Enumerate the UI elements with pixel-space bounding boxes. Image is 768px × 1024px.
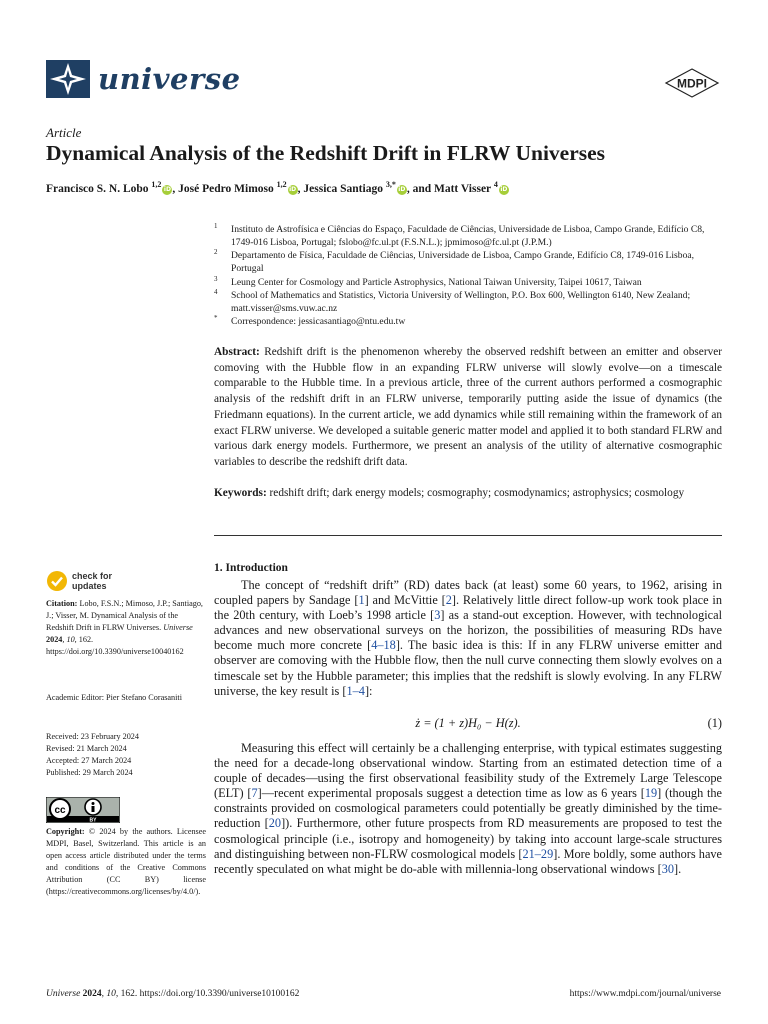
accepted-date: Accepted: 27 March 2024 [46, 755, 132, 765]
copyright-text: © 2024 by the authors. Licensee MDPI, Basel, Switzerland. This article is an open access article distributed under the terms and conditions of the Creative Commons Attribution (CC BY) license (https://creativecommons.org/licenses/by/4.0/). [46, 827, 206, 896]
orcid-icon[interactable]: iD [398, 185, 406, 193]
copyright-label: Copyright: [46, 827, 85, 836]
paragraph [214, 741, 722, 877]
correspondence: * Correspondence: jessicasantiago@ntu.edu.tw [214, 314, 406, 327]
citation-year: 2024 [46, 634, 63, 644]
citation-link[interactable]: 21–29 [522, 846, 554, 861]
citation-volume: , 10 [62, 634, 75, 644]
author-affiliation-marker: 4 [493, 180, 498, 189]
history-dates [46, 731, 206, 779]
citation-link[interactable]: 2 [445, 593, 452, 608]
affiliation: 4 School of Mathematics and Statistics, Victoria University of Wellington, P.O. Box 600, Wellington 6140, New Zealand; matt.visser@sms.vuw.ac.nz [214, 288, 691, 314]
footer-citation [46, 989, 299, 999]
creative-commons-icon [46, 797, 120, 823]
citation-link[interactable]: 19 [644, 786, 658, 801]
author-name[interactable]: Jessica Santiago [303, 182, 383, 195]
paragraph-text: ]. Relatively little direct follow-up work took place in the 20th century, with Loeb’s 1998 article [ [214, 593, 723, 623]
paragraph-text: ]). Furthermore, other future prospects from RD measurements are proposed to test the cosmological principle (i.e., isotropy and homogeneity) by taking into account large-scale structures and distinguishing between non-FLRW cosmological models [ [214, 816, 722, 861]
paragraph-text: ]. [674, 861, 682, 876]
paragraph [214, 578, 722, 699]
abstract [214, 345, 722, 471]
author-affiliation-marker: 1,2 [151, 180, 162, 189]
check-updates-icon [46, 570, 68, 592]
affiliation: 2 Departamento de Física, Faculdade de Ciências, Universidade de Lisboa, Campo Grande, Edifício C8, 1749-016 Lisboa, Portugal [214, 248, 695, 274]
citation-link[interactable]: 4–18 [371, 638, 396, 653]
author-affiliation-marker: 3,* [385, 180, 396, 189]
keywords [214, 486, 722, 502]
cc-license-badge[interactable] [46, 797, 120, 828]
received-date: Received: 23 February 2024 [46, 732, 139, 741]
footer-volume: , 10 [101, 989, 116, 999]
paragraph-text: Measuring this effect will certainly be a challenging enterprise, with typical estimates suggesting the need for a decade-long observational window. Starting from an estimated detection time of a couple of decades—using the first observational feasibility study of the Extremely Large Telescope (ELT) [ [214, 741, 722, 801]
author-separator: , [297, 182, 304, 195]
citation-link[interactable]: 7 [251, 786, 258, 801]
orcid-icon[interactable]: iD [289, 185, 297, 193]
article-title: Dynamical Analysis of the Redshift Drift in FLRW Universes [46, 141, 606, 165]
section-heading: 1. Introduction [214, 562, 288, 574]
citation-journal: Universe [163, 622, 193, 632]
footer-journal-url[interactable]: https://www.mdpi.com/journal/universe [569, 989, 721, 999]
author-name[interactable]: Francisco S. N. Lobo [46, 182, 149, 195]
keywords-text: redshift drift; dark energy models; cosmography; cosmodynamics; astrophysics; cosmology [269, 487, 685, 499]
keywords-label: Keywords: [214, 487, 267, 499]
author-affiliation-marker: 1,2 [276, 180, 287, 189]
copyright [46, 826, 206, 897]
orcid-icon[interactable]: iD [163, 185, 171, 193]
paragraph-text: ] (though the constraints provided on cosmological parameters could potentially be greatly diminished by the time-reduction [ [214, 786, 723, 831]
citation-link[interactable]: 30 [661, 861, 674, 876]
citation [46, 598, 206, 658]
paragraph-text: ]: [364, 683, 373, 698]
cc-by-label: BY [89, 817, 97, 823]
footer-year: 2024 [80, 989, 102, 999]
mdpi-logo-icon [664, 68, 720, 98]
academic-editor: Academic Editor: Pier Stefano Corasaniti [46, 693, 182, 702]
paragraph-text: ]. The basic idea is this: If in any FLRW universe emitter and observer are comoving with the Hubble flow, then the null curve connecting them slowly evolves on a timescale set by the Hubble parameter; this implies that the redshift is slowly evolving. In any FLRW universe, the key result is [ [214, 638, 722, 698]
author-separator: , [172, 182, 179, 195]
equation-1 [214, 716, 722, 732]
check-updates-line1: check for [72, 571, 113, 581]
affiliation: 3 Leung Center for Cosmology and Particle Astrophysics, National Taiwan University, Taipei 10617, Taiwan [214, 275, 642, 288]
check-for-updates-badge[interactable] [46, 570, 112, 592]
author-name[interactable]: Matt Visser [434, 182, 491, 195]
abstract-label: Abstract: [214, 346, 260, 358]
published-date: Published: 29 March 2024 [46, 767, 133, 777]
journal-name: universe [98, 62, 241, 96]
revised-date: Revised: 21 March 2024 [46, 743, 127, 753]
footer-journal: Universe [46, 989, 81, 999]
author-separator: , and [406, 182, 434, 195]
intro-paragraph-2 [214, 741, 722, 877]
article-type: Article [46, 125, 82, 140]
paragraph-text: ]. More boldly, some authors have recently speculated on what might be do-able with millennia-long observational windows [ [214, 846, 723, 876]
equation-text: ż = (1 + z)H₀ − H(z). [415, 716, 521, 730]
citation-link[interactable]: 3 [434, 608, 441, 623]
paragraph-text: ] as a stand-out exception. However, with technological advances and new observational surveys on the horizon, the possibilities of measuring RDs have become much more concrete [ [214, 608, 722, 653]
citation-link[interactable]: 1 [358, 593, 365, 608]
affiliation: 1 Instituto de Astrofísica e Ciências do Espaço, Faculdade de Ciências, Universidade de Lisboa, Campo Grande, Edifício C8, 1749-016 Lisboa, Portugal; fslobo@fc.ul.pt (F.S.N.L.); jpmimoso@fc.ul.pt (J.P.M.) [214, 222, 705, 248]
intro-paragraph-1 [214, 578, 722, 699]
publisher-name: MDPI [677, 76, 707, 91]
abstract-text: Redshift drift is the phenomenon whereby the observed redshift between an emitter and observer comoving with the Hubble flow in an expanding FLRW universe will slowly evolve—on a timescale comparable to the Hubble time. In a previous article, three of the current authors performed a cosmographic analysis of the redshift drift in an FLRW universe, temporarily putting aside the issue of dynamics (the Friedmann equations). In the current article, we add dynamics while still remaining within the framework of an exact FLRW universe. We developed a suitable generic matter model and applied it to both standard FLRW and various dark energy models. Furthermore, we present an analysis of the utility of alternative cosmographic variables to describe the redshift drift data. [214, 346, 723, 468]
journal-brand [46, 60, 241, 98]
citation-text: Lobo, F.S.N.; Mimoso, J.P.; Santiago, J.; Visser, M. Dynamical Analysis of the Redshift Drift in FLRW Universes. [46, 599, 203, 632]
svg-text:cc: cc [54, 805, 66, 816]
paragraph-text: The concept of “redshift drift” (RD) dates back (at least) some 60 years, to 1962, arising in coupled papers by Sandage [ [214, 578, 722, 608]
paragraph-text: ]—recent experimental proposals suggest a detection time as low as 6 years [ [257, 786, 645, 801]
section-divider [214, 535, 722, 536]
check-updates-line2: updates [72, 581, 107, 591]
orcid-icon[interactable]: iD [500, 185, 508, 193]
citation-link[interactable]: 1–4 [346, 683, 365, 698]
equation-number: (1) [707, 716, 722, 730]
author-list [46, 180, 509, 195]
author-name[interactable]: José Pedro Mimoso [178, 182, 274, 195]
citation-doi[interactable]: , 162. https://doi.org/10.3390/universe10040162 [46, 634, 184, 656]
citation-label: Citation: [46, 599, 78, 608]
paragraph-text: ] and McVittie [ [364, 593, 446, 608]
universe-logo-icon [46, 60, 90, 98]
citation-link[interactable]: 20 [268, 816, 282, 831]
publisher-logo [664, 68, 720, 103]
footer-doi[interactable]: , 162. https://doi.org/10.3390/universe10100162 [115, 989, 300, 999]
